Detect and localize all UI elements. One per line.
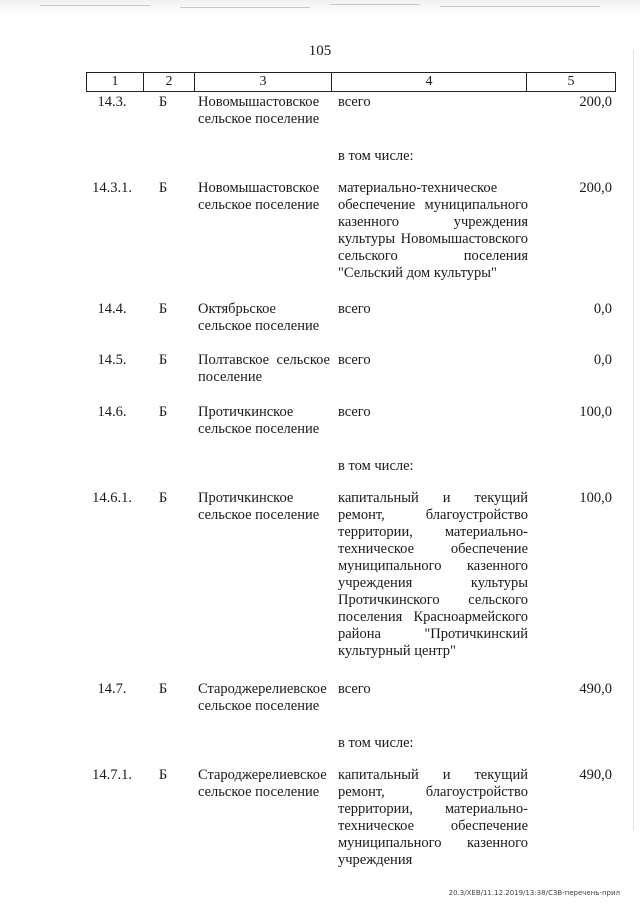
row-category: Б xyxy=(158,490,168,506)
row-settlement: Протичкинское сельское поселение xyxy=(198,404,320,437)
scan-artifact-top xyxy=(0,0,640,14)
row-category: Б xyxy=(158,180,168,196)
row-amount: 0,0 xyxy=(593,352,612,368)
row-description: капитальный и текущий ремонт, благоустройство территории, материально-техническое обеспечение муниципального казенного учреждения культуры Протичкинского сельского поселения Красноармейского района "Протичкинский культурный центр" xyxy=(338,490,528,659)
row-amount: 490,0 xyxy=(579,681,612,697)
row-settlement: Староджерелиевское сельское поселение xyxy=(198,767,327,800)
subheading: в том числе: xyxy=(338,148,414,164)
row-description: всего xyxy=(338,404,371,420)
row-amount: 200,0 xyxy=(579,94,612,110)
row-amount: 200,0 xyxy=(579,180,612,196)
row-number: 14.3. xyxy=(97,94,127,110)
row-category: Б xyxy=(158,767,168,783)
page-number: 105 xyxy=(308,43,332,59)
row-settlement: Полтавское сельское поселение xyxy=(198,352,330,385)
header-col-4: 4 xyxy=(332,73,527,91)
scan-artifact-line xyxy=(180,7,310,8)
row-category: Б xyxy=(158,94,168,110)
header-col-1: 1 xyxy=(87,73,144,91)
row-amount: 0,0 xyxy=(593,301,612,317)
header-col-3: 3 xyxy=(195,73,332,91)
row-number: 14.7.1. xyxy=(92,767,132,783)
row-number: 14.7. xyxy=(97,681,127,697)
row-category: Б xyxy=(158,301,168,317)
row-settlement: Новомышастовское сельское поселение xyxy=(198,180,320,213)
row-number: 14.6. xyxy=(97,404,127,420)
row-category: Б xyxy=(158,681,168,697)
row-settlement: Староджерелиевское сельское поселение xyxy=(198,681,327,714)
row-description: всего xyxy=(338,352,371,368)
header-col-5: 5 xyxy=(567,74,575,89)
row-number: 14.4. xyxy=(97,301,127,317)
document-footer-code: 20.3/XEB/11.12.2019/13:38/СЗВ-перечень-прил xyxy=(448,889,620,897)
row-description: всего xyxy=(338,301,371,317)
row-settlement: Новомышастовское сельское поселение xyxy=(198,94,320,127)
row-description: капитальный и текущий ремонт, благоустройство территории, материально-техническое обеспечение муниципального казенного учреждения xyxy=(338,767,528,868)
row-amount: 100,0 xyxy=(579,490,612,506)
row-category: Б xyxy=(158,352,168,368)
subheading: в том числе: xyxy=(338,458,414,474)
row-amount: 490,0 xyxy=(579,767,612,783)
row-description: материально-техническое обеспечение муниципального казенного учреждения культуры Новомышастовского сельского поселения "Сельский дом культуры" xyxy=(338,180,528,281)
scan-artifact-line xyxy=(440,6,600,7)
row-number: 14.5. xyxy=(97,352,127,368)
row-description: всего xyxy=(338,681,371,697)
scan-artifact-edge xyxy=(633,50,634,830)
table-header xyxy=(86,72,616,92)
subheading: в том числе: xyxy=(338,735,414,751)
scan-artifact-line xyxy=(330,4,420,5)
header-col-2: 2 xyxy=(144,73,195,91)
row-description: всего xyxy=(338,94,371,110)
row-amount: 100,0 xyxy=(579,404,612,420)
row-number: 14.3.1. xyxy=(92,180,132,196)
row-category: Б xyxy=(158,404,168,420)
row-number: 14.6.1. xyxy=(92,490,132,506)
row-settlement: Октябрьское сельское поселение xyxy=(198,301,320,334)
scan-artifact-line xyxy=(40,5,150,6)
row-settlement: Протичкинское сельское поселение xyxy=(198,490,320,523)
